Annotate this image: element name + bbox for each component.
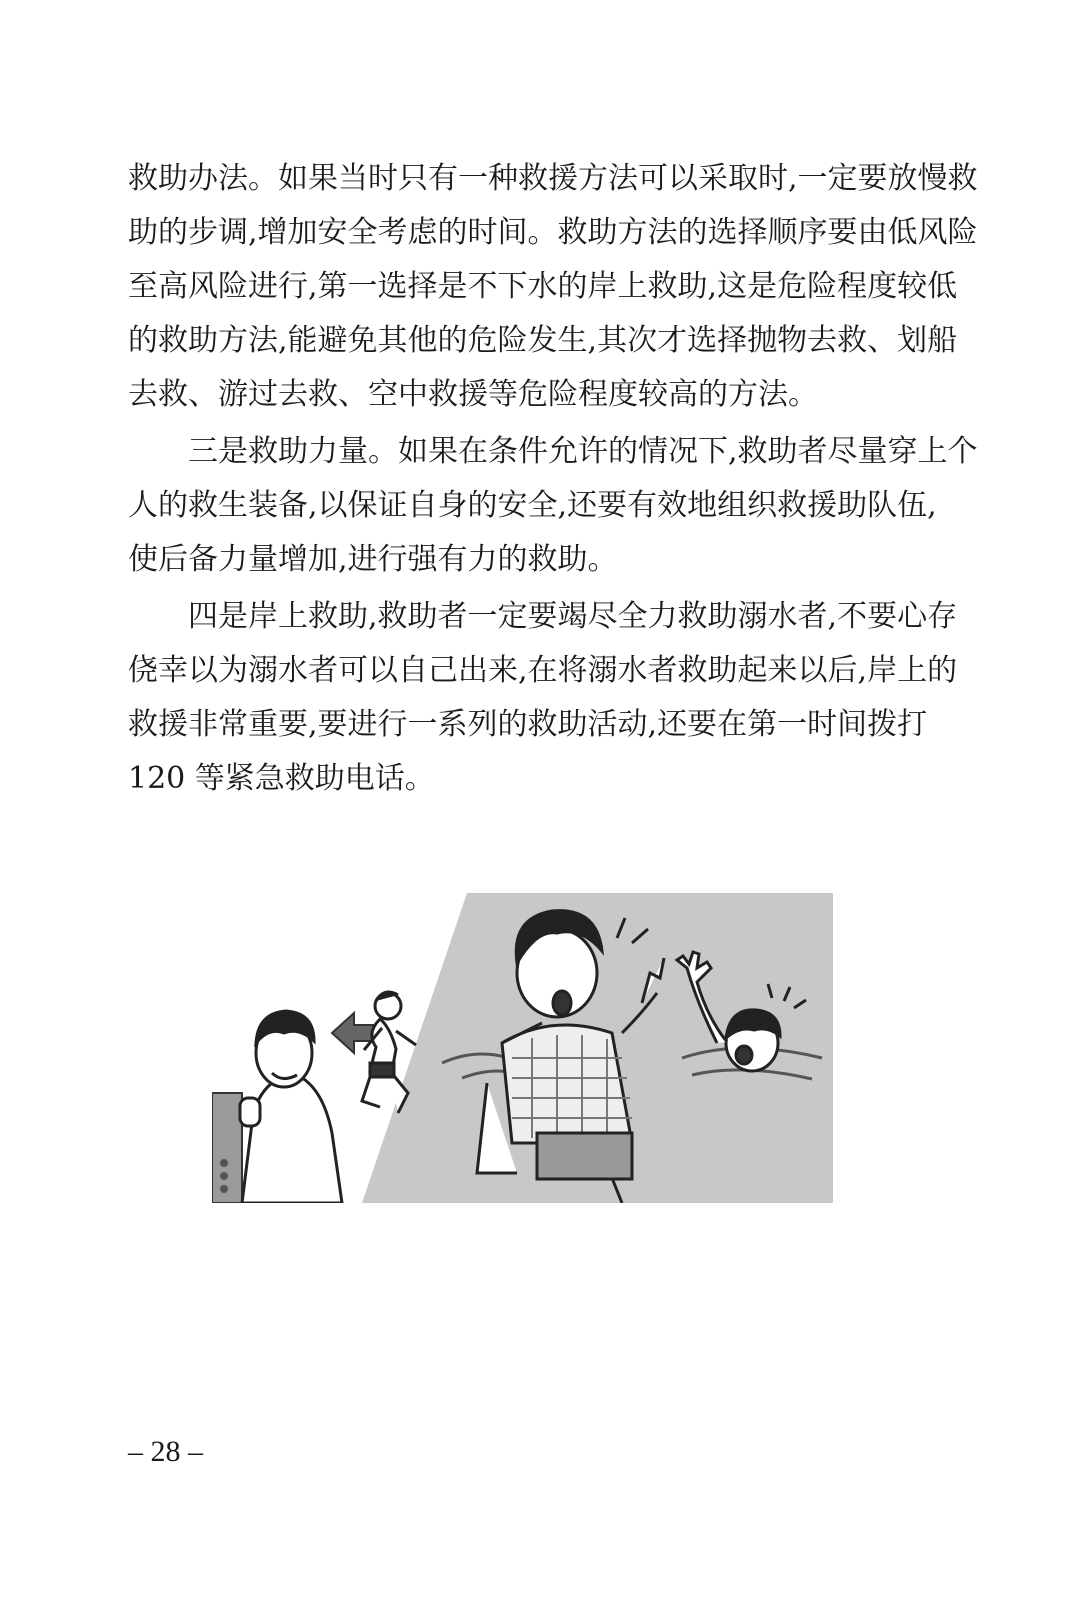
text-line: 去救、游过去救、空中救援等危险程度较高的方法。 [128,377,818,412]
text-line: 助的步调,增加安全考虑的时间。救助方法的选择顺序要由低风险 [128,215,978,250]
paragraph-3 [128,590,958,806]
text-line: 侥幸以为溺水者可以自己出来,在将溺水者救助起来以后,岸上的 [128,653,958,688]
text-line: 使后备力量增加,进行强有力的救助。 [128,542,618,577]
text-line: 人的救生装备,以保证自身的安全,还要有效地组织救援助队伍, [128,488,937,523]
paragraph-2 [128,425,978,587]
text-line: 救助办法。如果当时只有一种救援方法可以采取时,一定要放慢救 [128,161,978,196]
page-number: – 28 – [128,1435,203,1468]
text-line: 120 等紧急救助电话。 [128,761,435,796]
caller-figure [240,1011,342,1203]
text-line: 四是岸上救助,救助者一定要竭尽全力救助溺水者,不要心存 [188,599,958,634]
text-line: 至高风险进行,第一选择是不下水的岸上救助,这是危险程度较低 [128,269,958,304]
rescue-illustration [212,893,833,1203]
text-line: 救援非常重要,要进行一系列的救助活动,还要在第一时间拨打 [128,707,928,742]
paragraph-1 [128,152,978,422]
text-line: 的救助方法,能避免其他的危险发生,其次才选择抛物去救、划船 [128,323,958,358]
body-text [128,152,978,809]
text-line: 三是救助力量。如果在条件允许的情况下,救助者尽量穿上个 [188,434,978,469]
